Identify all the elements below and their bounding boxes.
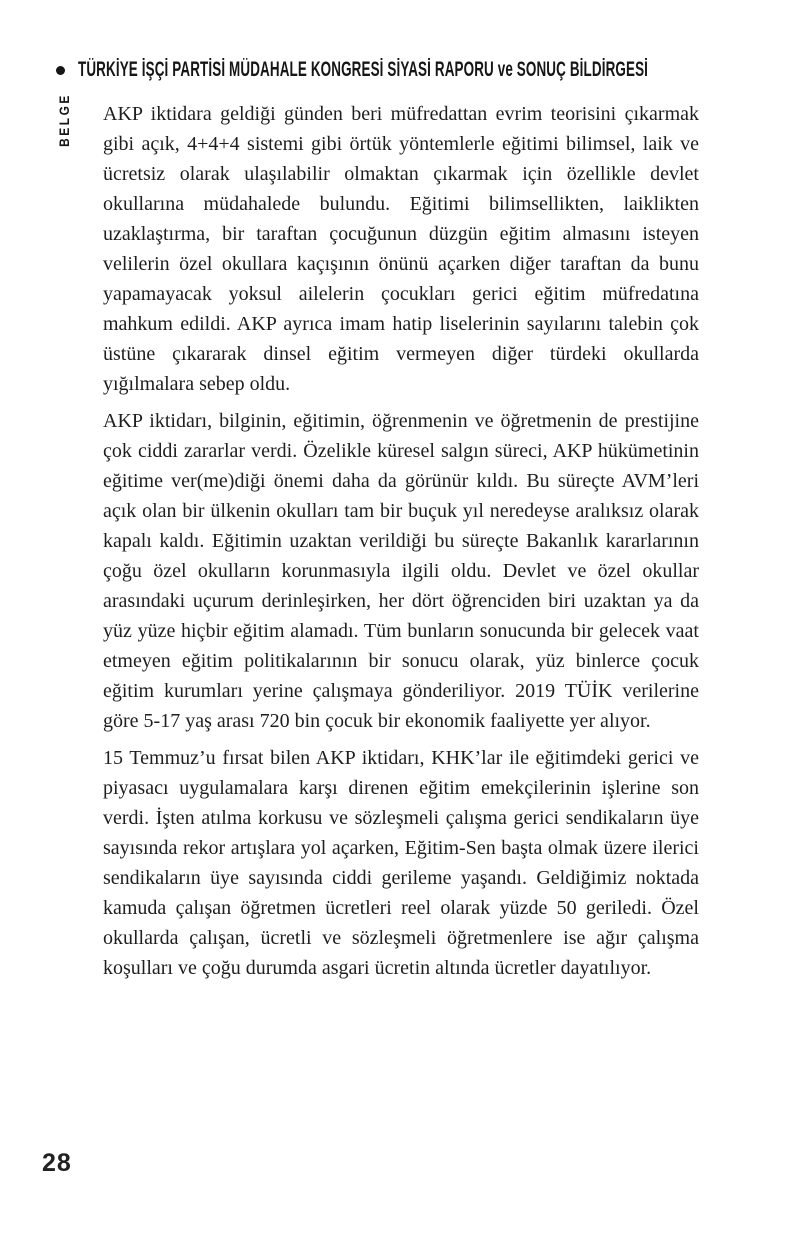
bullet-icon bbox=[56, 66, 65, 75]
page-number: 28 bbox=[42, 1149, 72, 1177]
paragraph-education-curriculum: AKP iktidara geldiği günden beri müfredattan evrim teorisini çıkarmak gibi açık, 4+4+4 sistemi gibi örtük yöntemlerle eğitimi bilimsel, laik ve ücretsiz olarak ulaşılabilir olmaktan çıkarmak için özellikle devlet okullarına müdahalede bulundu. Eğitimi bilimsellikten, laiklikten uzaklaştırma, bir taraftan çocuğunun düzgün eğitim almasını isteyen velilerin özel okullara kaçışının önünü açarken diğer taraftan da bunu yapamayacak yoksul ailelerin çocukları gerici eğitim müfredatına mahkum edildi. AKP ayrıca imam hatip liselerinin sayılarını talebin çok üstüne çıkararak dinsel eğitim vermeyen diğer türdeki okullarda yığılmalara sebep oldu. bbox=[103, 103, 699, 395]
report-header bbox=[56, 58, 798, 82]
paragraph-pandemic-education: AKP iktidarı, bilginin, eğitimin, öğrenmenin ve öğretmenin de prestijine çok ciddi zararlar verdi. Özelikle küresel salgın süreci, AKP hükümetinin eğitime ver(me)diği önemi daha da görünür kıldı. Bu süreçte AVM’leri açık olan bir ülkenin okulları tam bir buçuk yıl neredeyse aralıksız olarak kapalı kaldı. Eğitimin uzaktan verildiği bu süreçte Bakanlık kararlarının çoğu özel okulların korunmasıyla ilgili oldu. Devlet ve özel okullar arasındaki uçurum derinleşirken, her dört öğrenciden biri uzaktan ya da yüz yüze hiçbir eğitim alamadı. Tüm bunların sonucunda bir gelecek vaat etmeyen eğitim politikalarının bir sonucu olarak, yüz binlerce çocuk eğitim kurumları yerine çalışmaya gönderiliyor. 2019 TÜİK verilerine göre 5-17 yaş arası 720 bin çocuk bir ekonomik faaliyette yer alıyor. bbox=[103, 410, 699, 732]
report-header-title: TÜRKİYE İŞÇİ PARTİSİ MÜDAHALE KONGRESİ SİYASİ RAPORU ve SONUÇ BİLDİRGESİ bbox=[78, 58, 649, 81]
margin-label-text: BELGE bbox=[56, 93, 72, 147]
margin-label bbox=[52, 86, 76, 154]
body-text bbox=[103, 99, 699, 990]
paragraph-teachers-unions: 15 Temmuz’u fırsat bilen AKP iktidarı, KHK’lar ile eğitimdeki gerici ve piyasacı uygulamalara karşı direnen eğitim emekçilerinin işlerine son verdi. İşten atılma korkusu ve sözleşmeli çalışma gerici sendikaların üye sayısında rekor artışlara yol açarken, Eğitim-Sen başta olmak üzere ilerici sendikaların üye sayısında ciddi gerileme yaşandı. Geldiğimiz noktada kamuda çalışan öğretmen ücretleri reel olarak yüzde 50 geriledi. Özel okullarda çalışan, ücretli ve sözleşmeli öğretmenlere ise ağır çalışma koşulları ve çoğu durumda asgari ücretin altında ücretler dayatılıyor. bbox=[103, 747, 699, 979]
